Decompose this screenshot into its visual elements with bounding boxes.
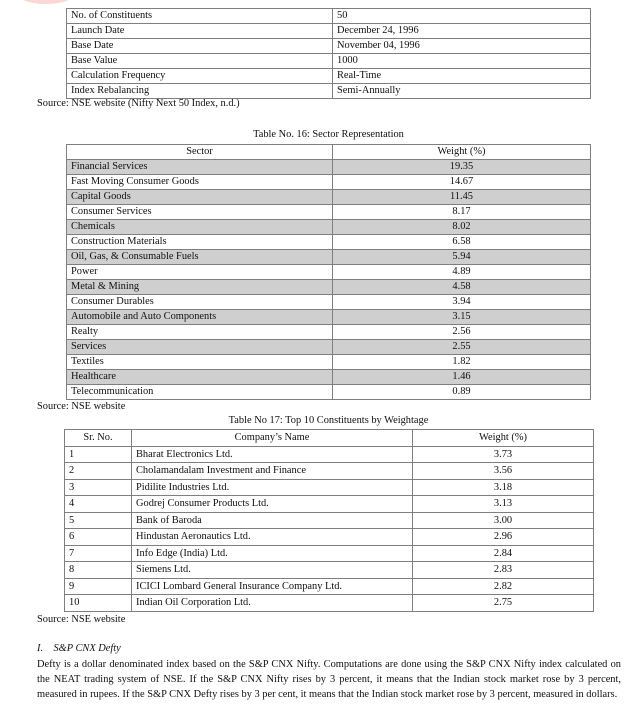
- constituent-weight: 3.18: [413, 479, 594, 496]
- constituent-srno: 2: [65, 463, 132, 480]
- sector-name: Fast Moving Consumer Goods: [67, 175, 333, 190]
- sector-weight: 0.89: [333, 385, 591, 400]
- table17-caption: Table No 17: Top 10 Constituents by Weightage: [228, 415, 429, 426]
- sector-row: [67, 205, 591, 220]
- sector-row: [67, 355, 591, 370]
- sector-weight: 1.46: [333, 370, 591, 385]
- constituent-row: [65, 578, 594, 595]
- info-row: [67, 69, 591, 84]
- sector-row: [67, 340, 591, 355]
- info-value: 50: [333, 9, 591, 24]
- sector-row: [67, 280, 591, 295]
- constituent-srno: 5: [65, 512, 132, 529]
- sector-row: [67, 190, 591, 205]
- sector-row: [67, 325, 591, 340]
- constituent-srno: 9: [65, 578, 132, 595]
- constituent-srno: 8: [65, 562, 132, 579]
- sector-weight: 6.58: [333, 235, 591, 250]
- sector-row: [67, 220, 591, 235]
- info-value: November 04, 1996: [333, 39, 591, 54]
- sector-name: Realty: [67, 325, 333, 340]
- sector-row: [67, 370, 591, 385]
- constituent-row: [65, 529, 594, 546]
- sector-header: Sector: [67, 145, 333, 160]
- sector-name: Metal & Mining: [67, 280, 333, 295]
- index-info-table: [66, 8, 591, 99]
- sector-weight: 14.67: [333, 175, 591, 190]
- sector-row: [67, 310, 591, 325]
- info-row: [67, 54, 591, 69]
- constituent-weight: 2.84: [413, 545, 594, 562]
- info-row: [67, 39, 591, 54]
- info-row: [67, 84, 591, 99]
- sector-row: [67, 385, 591, 400]
- sector-weight: 11.45: [333, 190, 591, 205]
- sector-weight: 5.94: [333, 250, 591, 265]
- constituent-row: [65, 463, 594, 480]
- sector-name: Oil, Gas, & Consumable Fuels: [67, 250, 333, 265]
- source-note-1: Source: NSE website (Nifty Next 50 Index, n.d.): [37, 98, 240, 109]
- constituent-name: Info Edge (India) Ltd.: [132, 545, 413, 562]
- sector-row: [67, 265, 591, 280]
- sector-row: [67, 175, 591, 190]
- sector-row: [67, 235, 591, 250]
- sector-name: Financial Services: [67, 160, 333, 175]
- sector-weight: 2.56: [333, 325, 591, 340]
- sector-name: Capital Goods: [67, 190, 333, 205]
- constituent-row: [65, 496, 594, 513]
- table16-caption: Table No. 16: Sector Representation: [253, 129, 404, 140]
- constituent-row: [65, 562, 594, 579]
- top-constituents-table: [64, 429, 594, 612]
- constituent-row: [65, 446, 594, 463]
- constituent-weight: 3.13: [413, 496, 594, 513]
- srno-header: Sr. No.: [65, 430, 132, 447]
- info-row: [67, 24, 591, 39]
- constituent-weight: 2.75: [413, 595, 594, 612]
- sector-weight: 19.35: [333, 160, 591, 175]
- info-row: [67, 9, 591, 24]
- constituent-srno: 3: [65, 479, 132, 496]
- constituent-srno: 4: [65, 496, 132, 513]
- info-label: No. of Constituents: [67, 9, 333, 24]
- sector-weight: 3.15: [333, 310, 591, 325]
- constituent-srno: 10: [65, 595, 132, 612]
- sector-weight: 1.82: [333, 355, 591, 370]
- constituent-name: Bank of Baroda: [132, 512, 413, 529]
- sector-name: Power: [67, 265, 333, 280]
- info-label: Index Rebalancing: [67, 84, 333, 99]
- sector-name: Consumer Services: [67, 205, 333, 220]
- sector-name: Services: [67, 340, 333, 355]
- constituent-srno: 6: [65, 529, 132, 546]
- weight-header: Weight (%): [413, 430, 594, 447]
- constituent-weight: 2.83: [413, 562, 594, 579]
- section-paragraph: Defty is a dollar denominated index based on the S&P CNX Nifty. Computations are done using the S&P CNX Nifty index calculated on the NEAT trading system of NSE. If the S&P CNX Nifty rises by 3 percent, it means that the Indian stock market rose by 3 percent, measured in rupees. If the S&P CNX Defty rises by 3 per cent, it means that the Indian stock market rose by 3 percent, measured in dollars.: [37, 659, 621, 700]
- constituent-weight: 3.73: [413, 446, 594, 463]
- sector-row: [67, 295, 591, 310]
- logo-fragment: [20, 0, 72, 4]
- constituent-name: Cholamandalam Investment and Finance: [132, 463, 413, 480]
- constituent-row: [65, 595, 594, 612]
- sector-weight: 2.55: [333, 340, 591, 355]
- source-note-3: Source: NSE website: [37, 614, 126, 625]
- info-label: Base Value: [67, 54, 333, 69]
- constituent-name: Siemens Ltd.: [132, 562, 413, 579]
- sector-representation-table: [66, 144, 591, 400]
- sector-name: Telecommunication: [67, 385, 333, 400]
- sector-name: Construction Materials: [67, 235, 333, 250]
- constituent-srno: 1: [65, 446, 132, 463]
- constituent-name: Indian Oil Corporation Ltd.: [132, 595, 413, 612]
- constituent-weight: 2.96: [413, 529, 594, 546]
- info-value: Real-Time: [333, 69, 591, 84]
- info-label: Base Date: [67, 39, 333, 54]
- constituent-row: [65, 512, 594, 529]
- info-value: 1000: [333, 54, 591, 69]
- sector-name: Automobile and Auto Components: [67, 310, 333, 325]
- sector-name: Consumer Durables: [67, 295, 333, 310]
- info-label: Calculation Frequency: [67, 69, 333, 84]
- section-title: I. S&P CNX Defty: [37, 643, 121, 654]
- sector-name: Chemicals: [67, 220, 333, 235]
- sector-weight: 4.58: [333, 280, 591, 295]
- constituent-name: Hindustan Aeronautics Ltd.: [132, 529, 413, 546]
- sector-weight: 8.17: [333, 205, 591, 220]
- constituent-row: [65, 545, 594, 562]
- sector-name: Healthcare: [67, 370, 333, 385]
- constituent-srno: 7: [65, 545, 132, 562]
- source-note-2: Source: NSE website: [37, 401, 126, 412]
- constituent-name: Bharat Electronics Ltd.: [132, 446, 413, 463]
- constituent-weight: 3.56: [413, 463, 594, 480]
- constituent-name: Pidilite Industries Ltd.: [132, 479, 413, 496]
- info-label: Launch Date: [67, 24, 333, 39]
- sector-weight: 8.02: [333, 220, 591, 235]
- weight-header: Weight (%): [333, 145, 591, 160]
- sector-row: [67, 160, 591, 175]
- sector-weight: 4.89: [333, 265, 591, 280]
- company-header: Company’s Name: [132, 430, 413, 447]
- info-value: December 24, 1996: [333, 24, 591, 39]
- constituent-weight: 3.00: [413, 512, 594, 529]
- constituent-row: [65, 479, 594, 496]
- constituent-name: Godrej Consumer Products Ltd.: [132, 496, 413, 513]
- sector-row: [67, 250, 591, 265]
- sector-weight: 3.94: [333, 295, 591, 310]
- sector-name: Textiles: [67, 355, 333, 370]
- constituent-weight: 2.82: [413, 578, 594, 595]
- constituent-name: ICICI Lombard General Insurance Company Ltd.: [132, 578, 413, 595]
- info-value: Semi-Annually: [333, 84, 591, 99]
